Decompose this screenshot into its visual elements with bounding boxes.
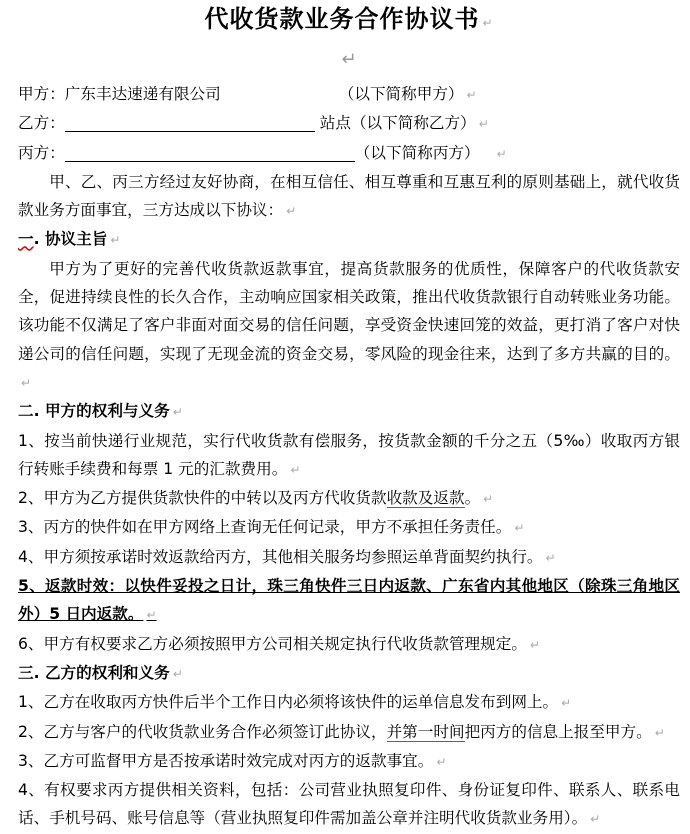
section-3-item-3	[18, 747, 680, 776]
section-2-title: 二. 甲方的权利与义务	[18, 402, 170, 421]
paragraph-mark: ↵	[21, 375, 32, 390]
section-3-item-2	[18, 718, 680, 747]
section-2-item-2	[18, 484, 680, 513]
item-text: 1、乙方在收取丙方快件后半个工作日内必须将该快件的运单信息发布到网上。	[18, 693, 559, 712]
item-text: 4、有权要求丙方提供相关资料，包括：公司营业执照复印件、身份证复印件、联系人、联系电话、手机号码、账号信息等（营业执照复印件需加盖公章并注明代收货款业务用）。	[18, 781, 680, 828]
party-b-blank[interactable]	[65, 115, 315, 132]
item-text: 2、乙方与客户的代收货款业务合作必须签订此协议，	[18, 722, 387, 741]
section-1-heading	[18, 225, 680, 254]
section-3-item-4	[18, 776, 680, 834]
paragraph-mark: ↵	[545, 550, 556, 565]
party-a-note: （以下简称甲方）	[338, 85, 464, 103]
party-c-label: 丙方：	[18, 143, 65, 162]
section-2-item-3	[18, 513, 680, 542]
section-2-item-6	[18, 630, 680, 659]
empty-paragraph: ↵	[341, 49, 357, 70]
item-text-end: 把丙方的信息上报至甲方。	[464, 722, 652, 741]
paragraph-mark: ↵	[529, 637, 540, 652]
party-a-name: 广东丰达速递有限公司	[64, 85, 221, 103]
paragraph-mark: ↵	[286, 204, 297, 219]
paragraph-mark: ↵	[110, 233, 121, 248]
party-c-blank[interactable]	[65, 145, 355, 162]
grammar-flagged-text: 并第一时间	[386, 722, 465, 741]
section-3-item-1	[18, 688, 680, 717]
paragraph-mark: ↵	[561, 696, 572, 711]
party-a-label: 甲方：	[18, 85, 65, 103]
paragraph-mark: ↵	[654, 725, 665, 740]
party-c-note: （以下简称丙方）	[354, 143, 480, 162]
section-3-title: 三. 乙方的权利和义务	[18, 663, 170, 682]
party-c-line	[18, 139, 680, 168]
document-title	[18, 0, 680, 40]
paragraph-mark: ↵	[146, 608, 157, 623]
item-text: 6、甲方有权要求乙方必须按照甲方公司相关规定执行代收货款管理规定。	[18, 634, 527, 653]
grammar-flagged-text: 收款及返款	[386, 489, 465, 508]
item-text: 2、甲方为乙方提供货款快件的中转以及丙方代收货款	[18, 489, 387, 508]
paragraph-mark: ↵	[514, 521, 525, 536]
paragraph-mark: ↵	[478, 117, 489, 132]
section-2-item-4	[18, 543, 680, 572]
item-text: 3、丙方的快件如在甲方网络上查询无任何记录，甲方不承担任务责任。	[18, 518, 512, 537]
section-1-number: 一	[18, 230, 34, 249]
paragraph-mark: ↵	[436, 754, 447, 769]
title-text: 代收货款业务合作协议书	[204, 5, 480, 33]
item-text: 3、乙方可监督甲方是否按承诺时效完成对丙方的返款事宜。	[18, 751, 434, 770]
section-1-title: . 协议主旨	[33, 230, 108, 249]
item-text: 4、甲方须按承诺时效返款给丙方，其他相关服务均参照运单背面契约执行。	[18, 547, 543, 566]
section-3-heading	[18, 659, 680, 688]
paragraph-mark: ↵	[172, 405, 183, 420]
party-b-label: 乙方：	[18, 114, 65, 133]
party-a-line	[18, 80, 680, 109]
section-1-body	[18, 255, 680, 397]
paragraph-mark: ↵	[482, 16, 494, 30]
party-b-suffix: 站点（以下简称乙方）	[319, 114, 476, 133]
paragraph-mark: ↵	[590, 812, 601, 827]
paragraph-mark: ↵	[496, 146, 507, 161]
item-text-end: 。	[464, 489, 481, 508]
item-text: 1、按当前快递行业规范，实行代收货款有偿服务，按货款金额的千分之五（5‰）收取丙方银行转账手续费和每票 1 元的汇款费用。	[18, 431, 680, 478]
section-2-item-1	[18, 427, 680, 485]
intro-paragraph	[18, 168, 680, 226]
paragraph-mark: ↵	[172, 666, 183, 681]
section-2-heading	[18, 397, 680, 426]
section-2-item-5	[18, 572, 680, 630]
paragraph-mark: ↵	[483, 492, 494, 507]
party-b-line	[18, 109, 680, 138]
paragraph-mark: ↵	[290, 462, 301, 477]
item-text: 5、返款时效：以快件妥投之日计，珠三角快件三日内返款、广东省内其他地区（除珠三角地区外）5 日内返款。	[18, 577, 680, 624]
intro-text: 甲、乙、丙三方经过友好协商，在相互信任、相互尊重和互惠互利的原则基础上，就代收货款业务方面事宜，三方达成以下协议：	[18, 172, 680, 220]
paragraph-mark: ↵	[466, 88, 477, 102]
section-1-text: 甲方为了更好的完善代收货款返款事宜，提高货款服务的优质性，保障客户的代收货款安全，促进持续良性的长久合作，主动响应国家相关政策，推出代收货款银行自动转账业务功能。该功能不仅满足了客户非面对面交易的信任问题，享受资金快速回笼的效益，更打消了客户对快递公司的信任问题，实现了无现金流的资金交易，零风险的现金往来，达到了多方共赢的目的。	[18, 259, 680, 363]
